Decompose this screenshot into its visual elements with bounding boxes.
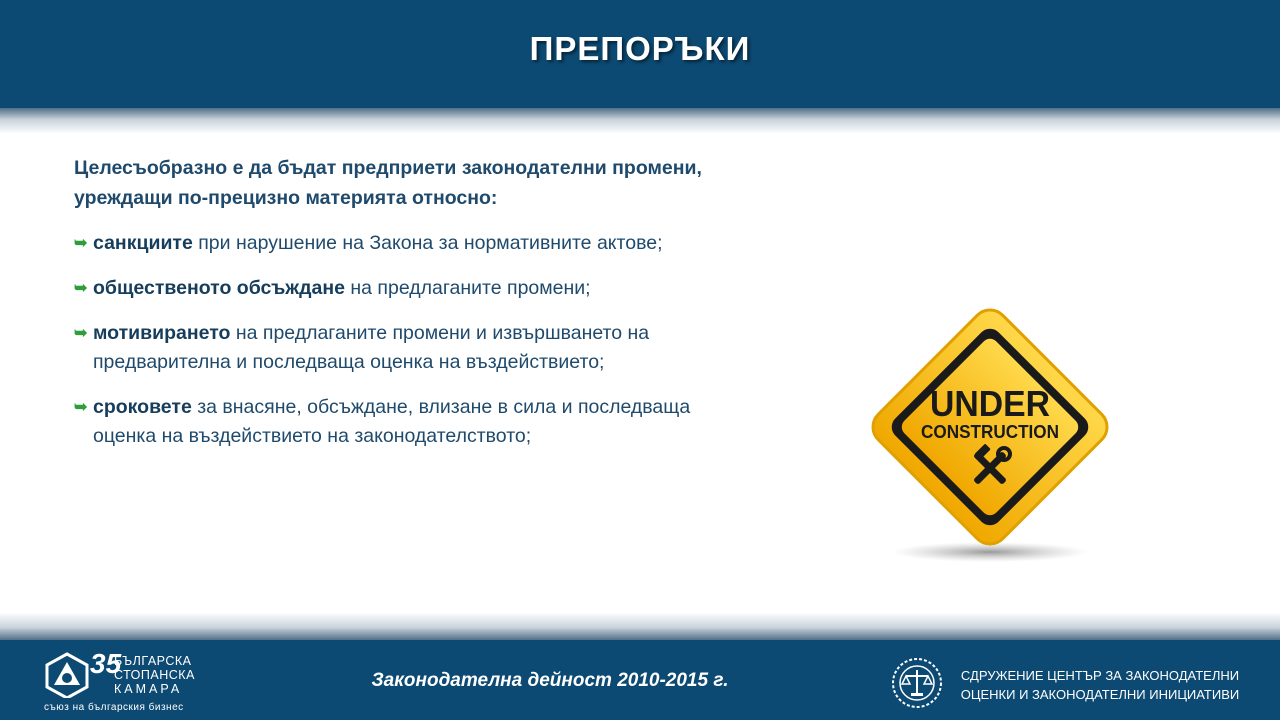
sign-text-under: UNDER	[930, 383, 1050, 424]
bullet-item-public-discussion	[74, 274, 754, 303]
intro-text	[74, 153, 754, 213]
bullet-bold: санкциите	[93, 232, 193, 254]
org-name-line-2: ОЦЕНКИ И ЗАКОНОДАТЕЛНИ ИНИЦИАТИВИ	[960, 687, 1240, 702]
arrow-bullet-icon: ➥	[74, 325, 88, 342]
footer-gradient	[0, 612, 1280, 640]
under-construction-sign	[855, 292, 1125, 567]
bullet-text: за внасяне, обсъждане, влизане в сила и последваща оценка на въздействието на законодателството;	[93, 396, 691, 447]
bcci-anniversary-number: 35	[90, 648, 122, 679]
bullet-item-motivation	[74, 319, 754, 377]
bullet-item-deadlines	[74, 393, 754, 451]
bullet-text: на предлаганите промени;	[344, 277, 591, 299]
bcci-hexagon-icon	[44, 652, 90, 698]
bcci-name-line-2: СТОПАНСКА	[114, 668, 195, 682]
sign-text-construction: CONSTRUCTION	[921, 422, 1059, 442]
bullet-bold: общественото обсъждане	[93, 277, 345, 299]
bcci-name-line-1: БЪЛГАРСКА	[114, 654, 192, 668]
scales-emblem-icon	[890, 656, 944, 710]
arrow-bullet-icon: ➥	[74, 235, 88, 252]
bcci-name-line-3: КАМАРА	[114, 682, 183, 696]
arrow-bullet-icon: ➥	[74, 280, 88, 297]
bcci-logo	[44, 648, 204, 716]
footer-caption: Законодателна дейност 2010-2015 г.	[371, 670, 729, 691]
org-name-line-1: СДРУЖЕНИЕ ЦЕНТЪР ЗА ЗАКОНОДАТЕЛНИ	[960, 668, 1240, 683]
org-name	[950, 666, 1250, 704]
bullet-text: при нарушение на Закона за нормативните актове;	[192, 232, 663, 254]
page-title: ПРЕПОРЪКИ	[529, 30, 751, 67]
main-content	[74, 153, 754, 467]
bcci-tagline: съюз на българския бизнес	[44, 702, 184, 713]
bullet-bold: мотивирането	[93, 322, 231, 344]
bullet-bold: сроковете	[93, 396, 192, 418]
bullet-text: на предлаганите промени и извършването на предварителна и последваща оценка на въздействието;	[93, 322, 650, 373]
arrow-bullet-icon: ➥	[74, 399, 88, 416]
intro-line-1: Целесъобразно е да бъдат предприети законодателни промени,	[74, 157, 702, 179]
header-gradient	[0, 108, 1280, 134]
bullet-item-sanctions	[74, 229, 754, 258]
intro-line-2: уреждащи по-прецизно материята относно:	[74, 187, 498, 209]
